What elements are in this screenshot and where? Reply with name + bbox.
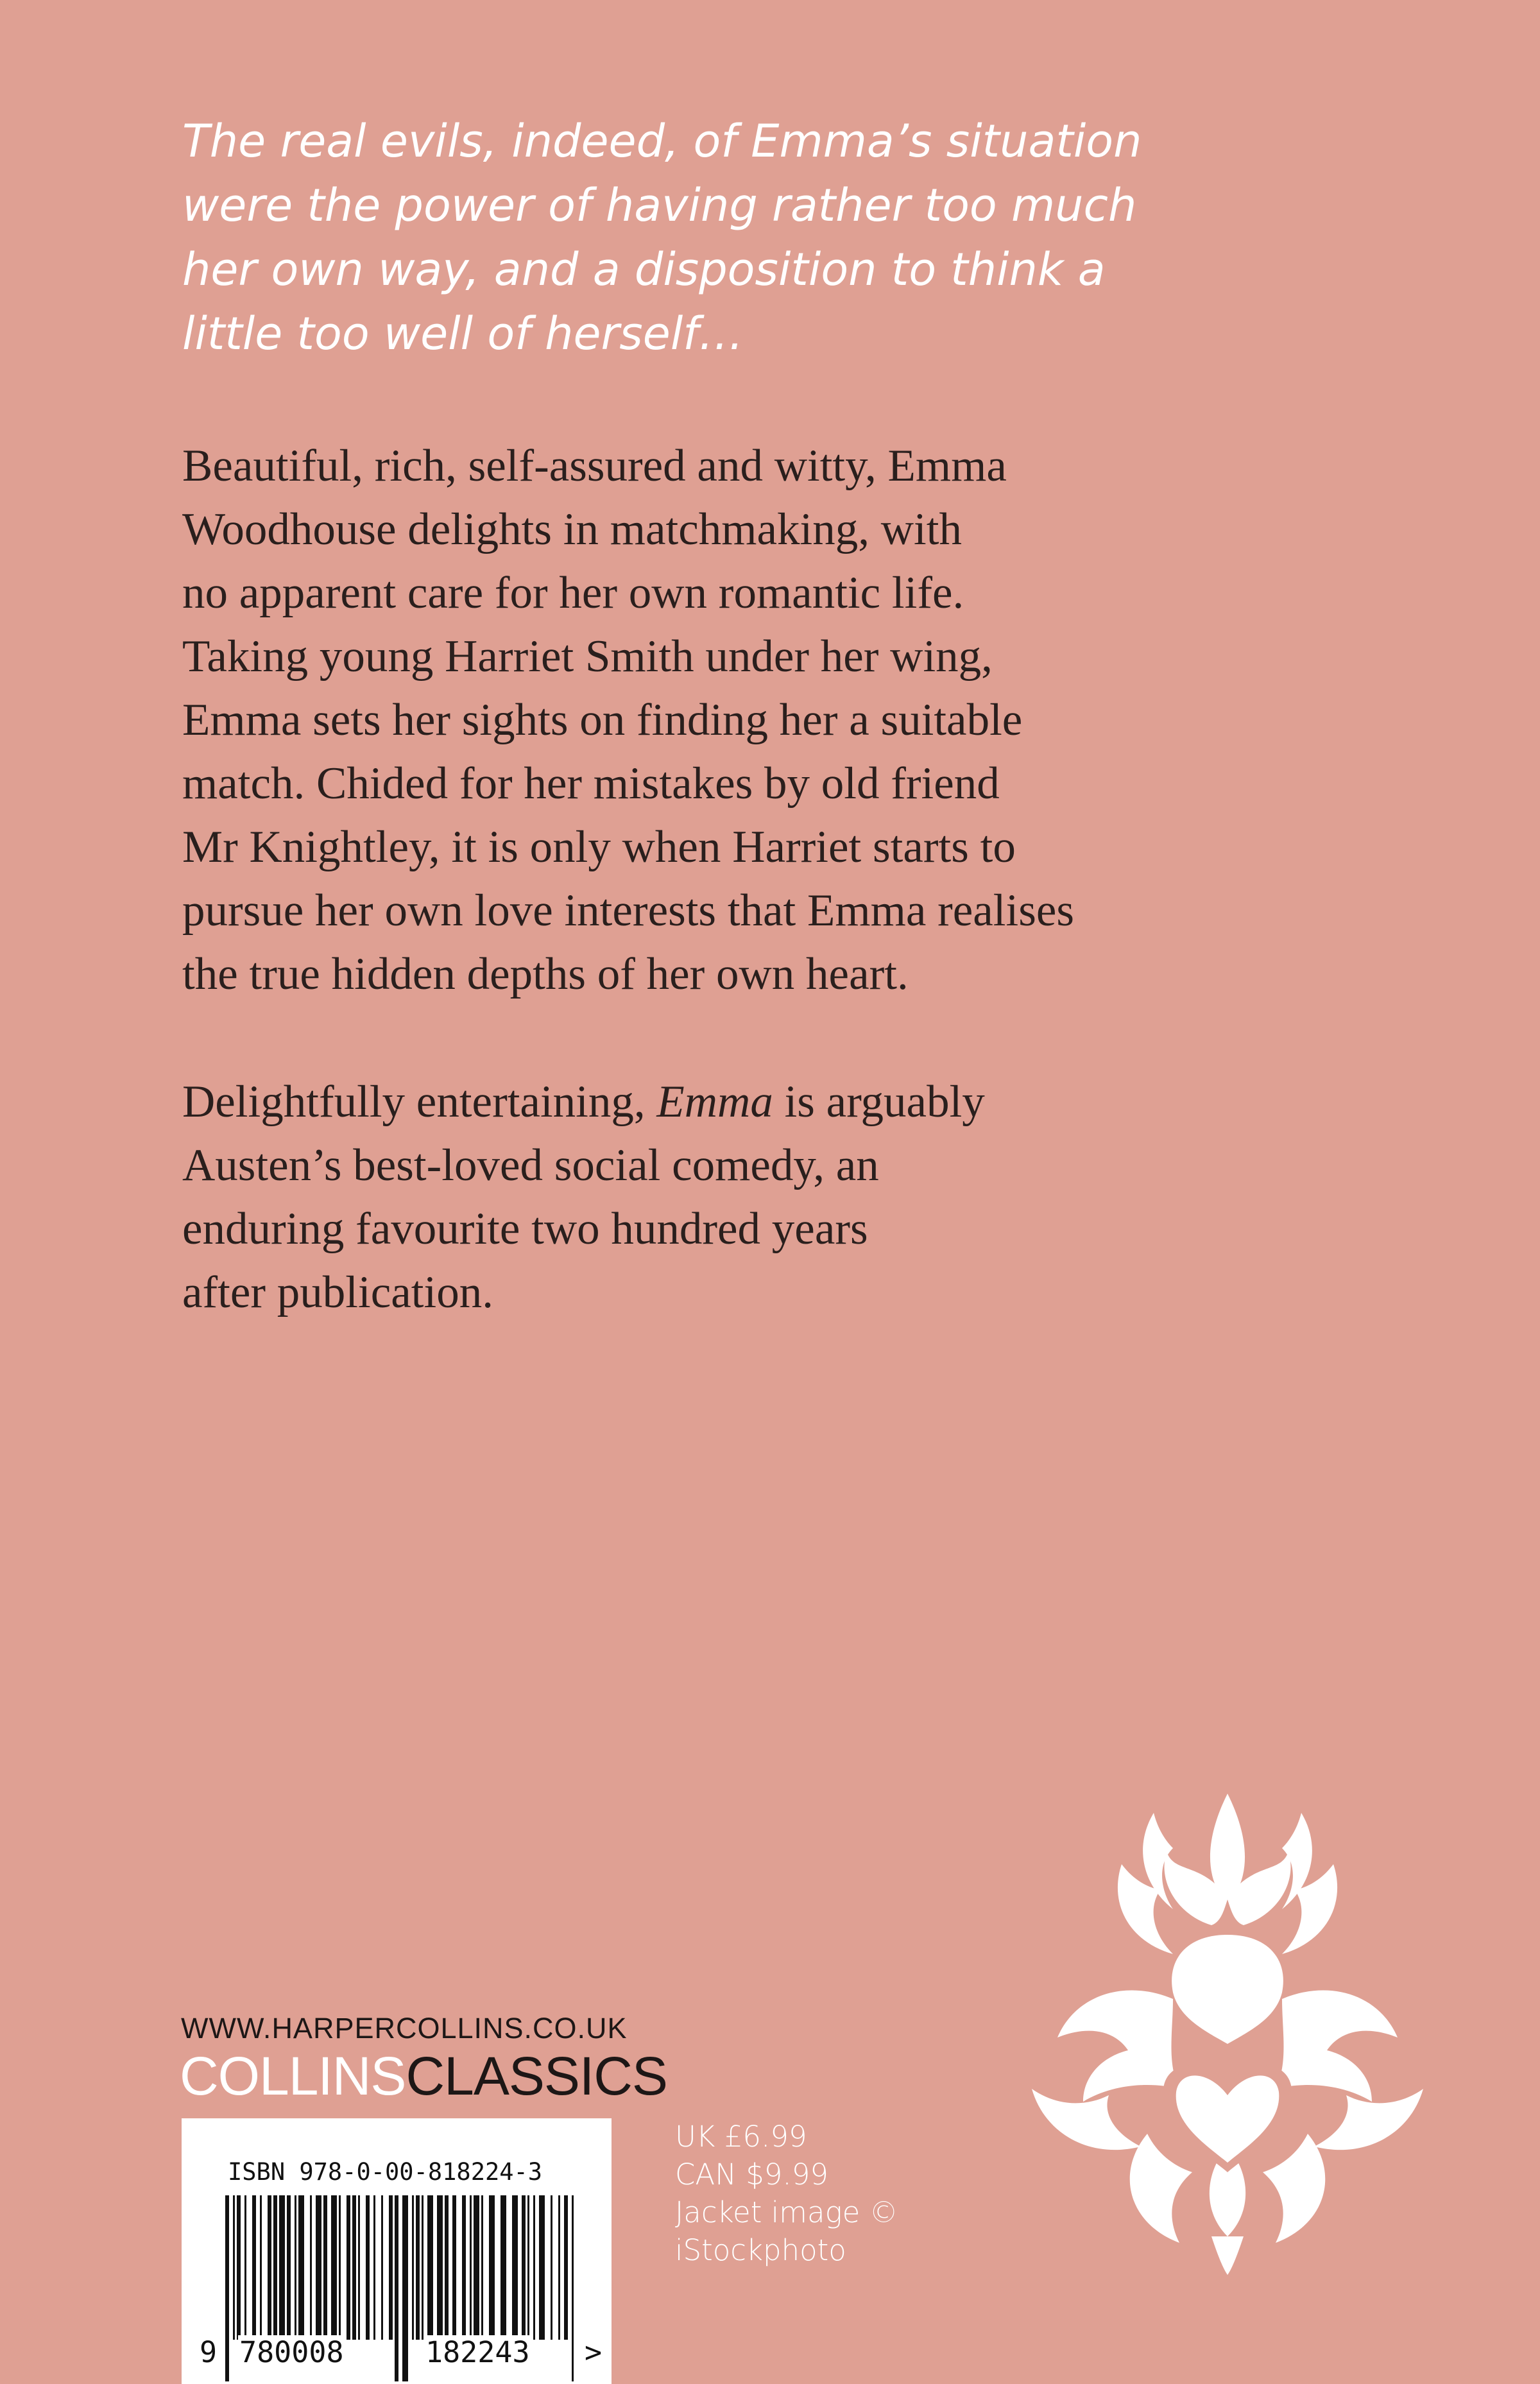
barcode-digits-left: 780008 xyxy=(239,2335,344,2369)
barcode-bar xyxy=(539,2195,545,2340)
imprint-collins: COLLINS xyxy=(180,2046,406,2106)
blurb-paragraph-1 xyxy=(182,434,1235,1006)
barcode-bar xyxy=(422,2195,424,2340)
barcode-bar xyxy=(501,2195,506,2340)
barcode-bar xyxy=(416,2195,420,2340)
blurb-line: Woodhouse delights in matchmaking, with xyxy=(182,504,962,554)
barcode-bar xyxy=(295,2195,296,2340)
blurb-line: Beautiful, rich, self-assured and witty, Emma xyxy=(182,441,1007,491)
price-can: CAN $9.99 xyxy=(675,2157,828,2191)
barcode-bar xyxy=(358,2195,360,2340)
barcode-bar xyxy=(445,2195,449,2340)
barcode-bar xyxy=(316,2195,321,2340)
barcode-bar xyxy=(373,2195,375,2340)
barcode-bar xyxy=(352,2195,356,2340)
barcode-digit-lead: 9 xyxy=(200,2335,218,2369)
imprint-classics: CLASSICS xyxy=(406,2046,667,2106)
publisher-url: WWW.HARPERCOLLINS.CO.UK xyxy=(181,2012,628,2045)
barcode-bar xyxy=(233,2195,235,2340)
quote-line: The real evils, indeed, of Emma’s situation xyxy=(182,115,1142,167)
barcode-bar xyxy=(389,2195,393,2340)
barcode-digits xyxy=(198,2335,603,2380)
price-uk: UK £6.99 xyxy=(675,2120,807,2154)
barcode-bar xyxy=(381,2195,383,2340)
blurb-line: pursue her own love interests that Emma realises xyxy=(182,886,1075,936)
barcode-bar xyxy=(339,2195,341,2340)
barcode-bar xyxy=(268,2195,271,2340)
barcode-bar xyxy=(244,2195,246,2340)
barcode-bar xyxy=(452,2195,456,2340)
barcode-digits-right: 182243 xyxy=(425,2335,530,2369)
barcode-bar xyxy=(533,2195,535,2340)
barcode-bar xyxy=(462,2195,466,2340)
barcode-bar xyxy=(564,2195,568,2340)
barcode-bar xyxy=(474,2195,479,2340)
barcode-bar xyxy=(427,2195,433,2340)
barcode-bar xyxy=(260,2195,262,2340)
barcode-bar xyxy=(481,2195,483,2340)
blurb-line: enduring favourite two hundred years xyxy=(182,1204,868,1254)
barcode-bar xyxy=(512,2195,518,2340)
book-title: Emma xyxy=(656,1077,773,1127)
blurb-text: Delightfully entertaining, xyxy=(182,1077,657,1127)
jacket-credit: Jacket image © xyxy=(675,2195,898,2229)
barcode-bar xyxy=(366,2195,370,2340)
barcode-quiet-mark: > xyxy=(585,2335,603,2369)
blurb-line: Emma sets her sights on finding her a suitable xyxy=(182,695,1023,745)
blurb-line xyxy=(182,1070,1235,1134)
jacket-credit: iStockphoto xyxy=(675,2233,846,2267)
blurb-line: Taking young Harriet Smith under her wing, xyxy=(182,631,993,682)
barcode-bar xyxy=(331,2195,337,2340)
barcode-bar xyxy=(412,2195,414,2340)
blurb-text: is arguably xyxy=(773,1077,985,1127)
isbn-label: ISBN 978-0-00-818224-3 xyxy=(228,2158,543,2186)
epigraph-quote xyxy=(182,109,1183,366)
barcode-bar xyxy=(279,2195,285,2340)
barcode-bar xyxy=(287,2195,291,2340)
quote-line: were the power of having rather too much xyxy=(182,179,1137,232)
blurb-paragraph-2 xyxy=(182,1070,1235,1325)
blurb-line: after publication. xyxy=(182,1267,493,1317)
barcode-bar xyxy=(323,2195,327,2340)
barcode-bar xyxy=(489,2195,495,2340)
barcode-bar xyxy=(437,2195,443,2340)
barcode-bar xyxy=(298,2195,304,2340)
blurb-line: Austen’s best-loved social comedy, an xyxy=(182,1140,879,1190)
imprint-logo xyxy=(180,2046,667,2106)
barcode-bar xyxy=(551,2195,552,2340)
quote-line: her own way, and a disposition to think a xyxy=(182,243,1106,296)
barcode-bar xyxy=(470,2195,472,2340)
barcode-bar xyxy=(527,2195,529,2340)
barcode-bar xyxy=(346,2195,350,2340)
barcode-bar xyxy=(522,2195,526,2340)
blurb-line: match. Chided for her mistakes by old friend xyxy=(182,759,1000,809)
barcode-panel xyxy=(182,2118,612,2384)
barcode-bar xyxy=(252,2195,256,2340)
damask-heart-icon xyxy=(1019,1787,1436,2275)
blurb-line: the true hidden depths of her own heart. xyxy=(182,949,909,999)
barcode-bar xyxy=(310,2195,312,2340)
price-block xyxy=(675,2118,898,2269)
quote-line: little too well of herself… xyxy=(182,307,744,360)
barcode-bar xyxy=(237,2195,241,2340)
blurb-line: Mr Knightley, it is only when Harriet starts to xyxy=(182,822,1016,872)
barcode-bar xyxy=(273,2195,277,2340)
blurb-line: no apparent care for her own romantic life. xyxy=(182,568,964,618)
barcode-bar xyxy=(558,2195,560,2340)
